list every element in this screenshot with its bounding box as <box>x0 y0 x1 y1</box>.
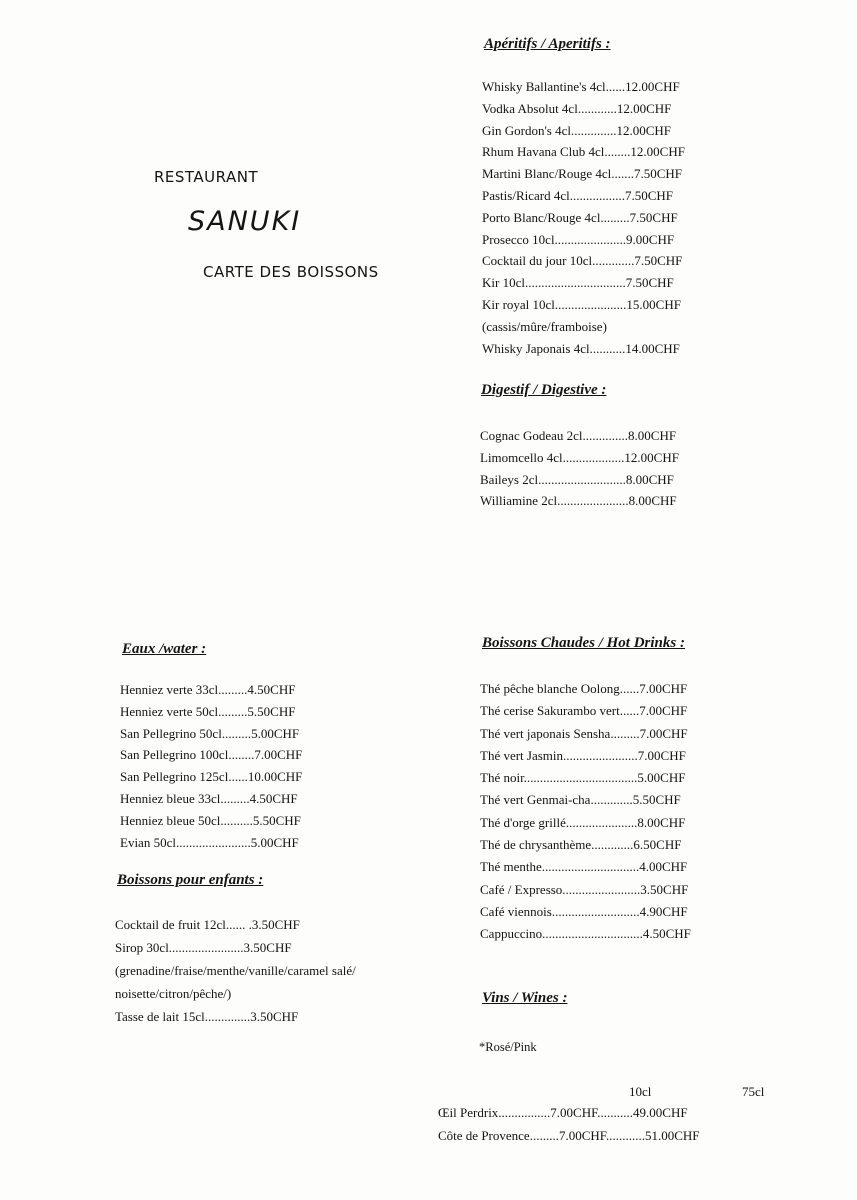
restaurant-label: RESTAURANT <box>154 168 259 186</box>
vins-title: Vins / Wines : <box>482 990 568 1006</box>
menu-item: Thé vert Jasmin.......................7.00CHF <box>480 747 686 763</box>
menu-item-note: (grenadine/fraise/menthe/vanille/caramel salé/ <box>115 963 356 978</box>
menu-item: Tasse de lait 15cl..............3.50CHF <box>115 1009 299 1024</box>
chaudes-title: Boissons Chaudes / Hot Drinks : <box>482 635 685 651</box>
menu-item: San Pellegrino 125cl......10.00CHF <box>120 769 303 785</box>
menu-item: Thé cerise Sakurambo vert......7.00CHF <box>480 703 688 719</box>
menu-item: Kir 10cl...............................7.50CHF <box>482 275 674 291</box>
menu-item: Thé noir...................................5.00CHF <box>480 770 686 786</box>
menu-item: Rhum Havana Club 4cl........12.00CHF <box>482 144 685 160</box>
menu-item: Henniez bleue 50cl..........5.50CHF <box>120 812 301 828</box>
menu-title: CARTE DES BOISSONS <box>203 263 379 281</box>
menu-item: Thé vert japonais Sensha.........7.00CHF <box>480 725 688 741</box>
menu-item: San Pellegrino 100cl........7.00CHF <box>120 747 303 763</box>
menu-item: Thé pêche blanche Oolong......7.00CHF <box>480 681 688 696</box>
menu-item: Thé menthe..............................4.00CHF <box>480 859 688 875</box>
col-75cl-header: 75cl <box>742 1084 765 1099</box>
menu-item: Sirop 30cl.......................3.50CHF <box>115 940 292 955</box>
vins-subtitle: *Rosé/Pink <box>479 1040 537 1054</box>
menu-item: Thé vert Genmai-cha.............5.50CHF <box>480 792 681 808</box>
enfants-list <box>115 913 356 1028</box>
menu-item: Vodka Absolut 4cl............12.00CHF <box>482 100 672 116</box>
menu-item: Pastis/Ricard 4cl.................7.50CHF <box>482 187 674 203</box>
menu-item: Williamine 2cl......................8.00CHF <box>480 493 677 509</box>
col-10cl-header: 10cl <box>629 1084 652 1099</box>
menu-item: Gin Gordon's 4cl..............12.00CHF <box>482 122 672 138</box>
wine-row: Œil Perdrix................7.00CHF...........49.00CHF <box>438 1105 688 1120</box>
restaurant-name: SANUKI <box>188 206 302 237</box>
menu-item: Cocktail de fruit 12cl...... .3.50CHF <box>115 917 300 932</box>
menu-item: Café / Expresso........................3.50CHF <box>480 881 689 897</box>
menu-item-note: noisette/citron/pêche/) <box>115 986 232 1001</box>
menu-item: Porto Blanc/Rouge 4cl.........7.50CHF <box>482 209 678 225</box>
menu-item: Whisky Ballantine's 4cl......12.00CHF <box>482 79 680 94</box>
aperitifs-list <box>482 76 685 359</box>
enfants-title: Boissons pour enfants : <box>117 872 264 888</box>
menu-item: Café viennois...........................4.90CHF <box>480 903 688 919</box>
digestifs-list <box>480 425 679 512</box>
eaux-list <box>120 679 302 853</box>
menu-item: Cocktail du jour 10cl.............7.50CHF <box>482 253 683 269</box>
menu-item: Cognac Godeau 2cl..............8.00CHF <box>480 428 677 443</box>
menu-item: Whisky Japonais 4cl...........14.00CHF <box>482 340 680 356</box>
eaux-title: Eaux /water : <box>122 641 207 657</box>
aperitifs-title: Apéritifs / Aperitifs : <box>484 36 611 52</box>
menu-item: Cappuccino...............................4.50CHF <box>480 926 691 942</box>
menu-item: Thé de chrysanthème.............6.50CHF <box>480 837 682 853</box>
menu-item: Henniez verte 50cl.........5.50CHF <box>120 703 296 719</box>
menu-item: San Pellegrino 50cl.........5.00CHF <box>120 725 300 741</box>
menu-item-note: (cassis/mûre/framboise) <box>482 318 607 334</box>
menu-item: Evian 50cl.......................5.00CHF <box>120 834 299 850</box>
menu-item: Baileys 2cl...........................8.00CHF <box>480 471 674 487</box>
menu-item: Henniez bleue 33cl.........4.50CHF <box>120 790 298 806</box>
menu-item: Prosecco 10cl......................9.00CHF <box>482 231 675 247</box>
menu-item: Martini Blanc/Rouge 4cl.......7.50CHF <box>482 166 683 182</box>
menu-item: Limomcello 4cl...................12.00CHF <box>480 449 679 465</box>
digestifs-title: Digestif / Digestive : <box>481 382 607 398</box>
chaudes-list <box>480 678 691 946</box>
menu-item: Henniez verte 33cl.........4.50CHF <box>120 682 296 697</box>
menu-item: Kir royal 10cl......................15.00CHF <box>482 296 681 312</box>
wine-row: Côte de Provence.........7.00CHF............51.00CHF <box>438 1128 700 1143</box>
menu-item: Thé d'orge grillé......................8.00CHF <box>480 814 686 830</box>
